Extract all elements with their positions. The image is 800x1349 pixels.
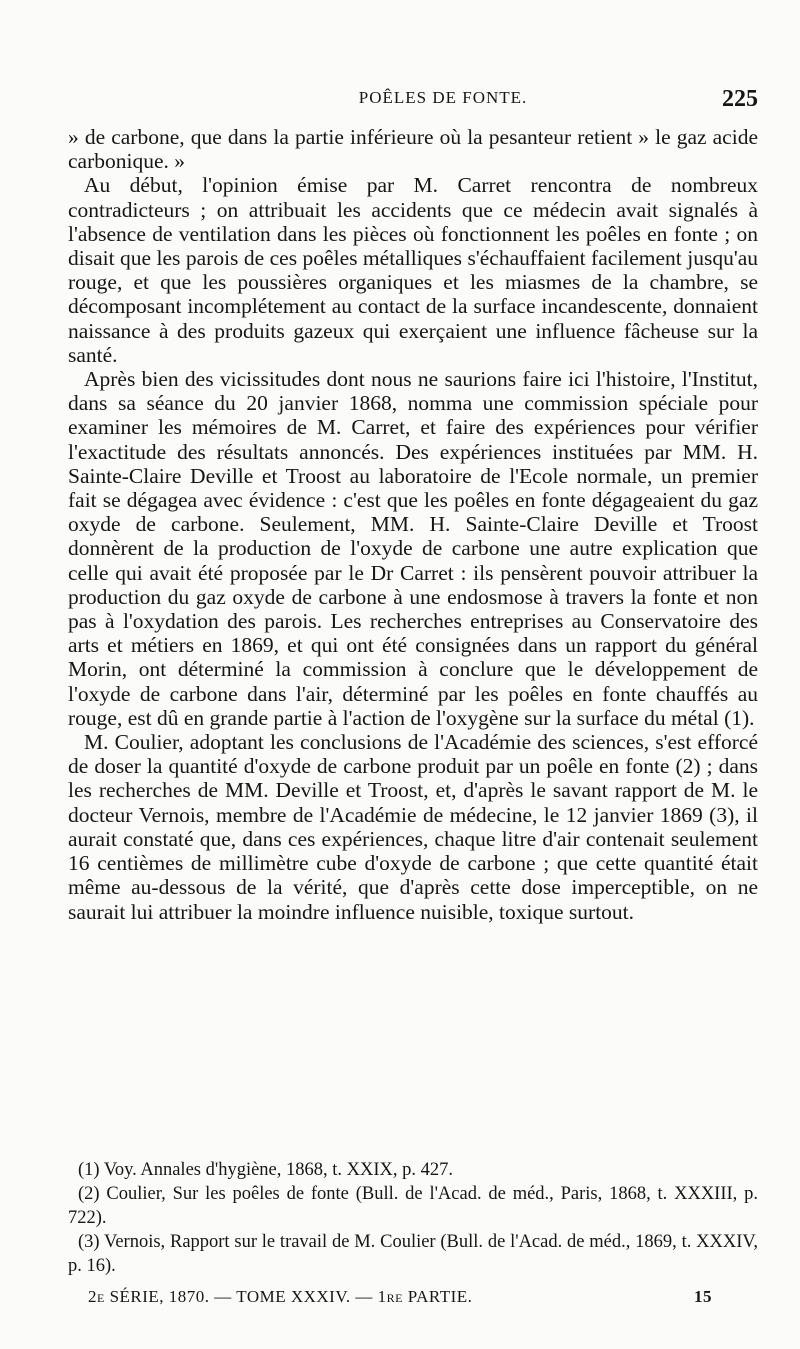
series-volume-info: 2e SÉRIE, 1870. — TOME XXXIV. — 1re PARTIE. (88, 1287, 473, 1306)
running-header (68, 88, 758, 118)
footnotes (68, 1158, 758, 1278)
page-number: 225 (722, 86, 758, 112)
signature-mark: 15 (694, 1287, 712, 1306)
paragraph: » de carbone, que dans la partie inférieure où la pesanteur retient » le gaz acide carbonique. » (68, 125, 758, 174)
paragraph: M. Coulier, adoptant les conclusions de l'Académie des sciences, s'est efforcé de doser la quantité d'oxyde de carbone produit par un poêle en fonte (2) ; dans les recherches de MM. Deville et Troost, et, d'après le savant rapport de M. le docteur Vernois, membre de l'Académie de médecine, le 12 janvier 1869 (3), il aurait constaté que, dans ces expériences, chaque litre d'air contenait seulement 16 centièmes de millimètre cube d'oxyde de carbone ; que cette quantité était même au-dessous de la vérité, que d'après cette dose imperceptible, on ne saurait lui attribuer la moindre influence nuisible, toxique surtout. (68, 730, 758, 924)
footnote: (2) Coulier, Sur les poêles de fonte (Bull. de l'Acad. de méd., Paris, 1868, t. XXXIII, p. 722). (68, 1184, 758, 1228)
running-title: POÊLES DE FONTE. (358, 88, 528, 107)
footnote: (3) Vernois, Rapport sur le travail de M. Coulier (Bull. de l'Acad. de méd., 1869, t. XXXIV, p. 16). (68, 1232, 758, 1276)
paragraph: Au début, l'opinion émise par M. Carret rencontra de nombreux contradicteurs ; on attribuait les accidents que ce médecin avait signalés à l'absence de ventilation dans les pièces où fonctionnent les poêles en fonte ; on disait que les parois de ces poêles métalliques s'échauffaient facilement jusqu'au rouge, et que les poussières organiques et les miasmes de la chambre, se décomposant incomplétement au contact de la surface incandescente, donnaient naissance à des produits gazeux qui exerçaient une influence fâcheuse sur la santé. (68, 173, 758, 367)
paragraph: Après bien des vicissitudes dont nous ne saurions faire ici l'histoire, l'Institut, dans sa séance du 20 janvier 1868, nomma une commission spéciale pour examiner les mémoires de M. Carret, et faire des expériences pour vérifier l'exactitude des résultats annoncés. Des expériences instituées par MM. H. Sainte-Claire Deville et Troost au laboratoire de l'Ecole normale, un premier fait se dégagea avec évidence : c'est que les poêles en fonte dégageaient du gaz oxyde de carbone. Seulement, MM. H. Sainte-Claire Deville et Troost donnèrent de la production de l'oxyde de carbone une autre explication que celle qui avait été proposée par le Dr Carret : ils pensèrent pouvoir attribuer la production du gaz oxyde de carbone à une endosmose à travers la fonte et non pas à l'oxydation des parois. Les recherches entreprises au Conservatoire des arts et métiers en 1869, et qui ont été consignées dans un rapport du général Morin, ont déterminé la commission à conclure que le développement de l'oxyde de carbone dans l'air, déterminé par les poêles en fonte chauffés au rouge, est dû en grande partie à l'action de l'oxygène sur la surface du métal (1). (68, 367, 758, 730)
footnote: (1) Voy. Annales d'hygiène, 1868, t. XXIX, p. 427. (78, 1160, 454, 1180)
body-text (68, 125, 758, 924)
